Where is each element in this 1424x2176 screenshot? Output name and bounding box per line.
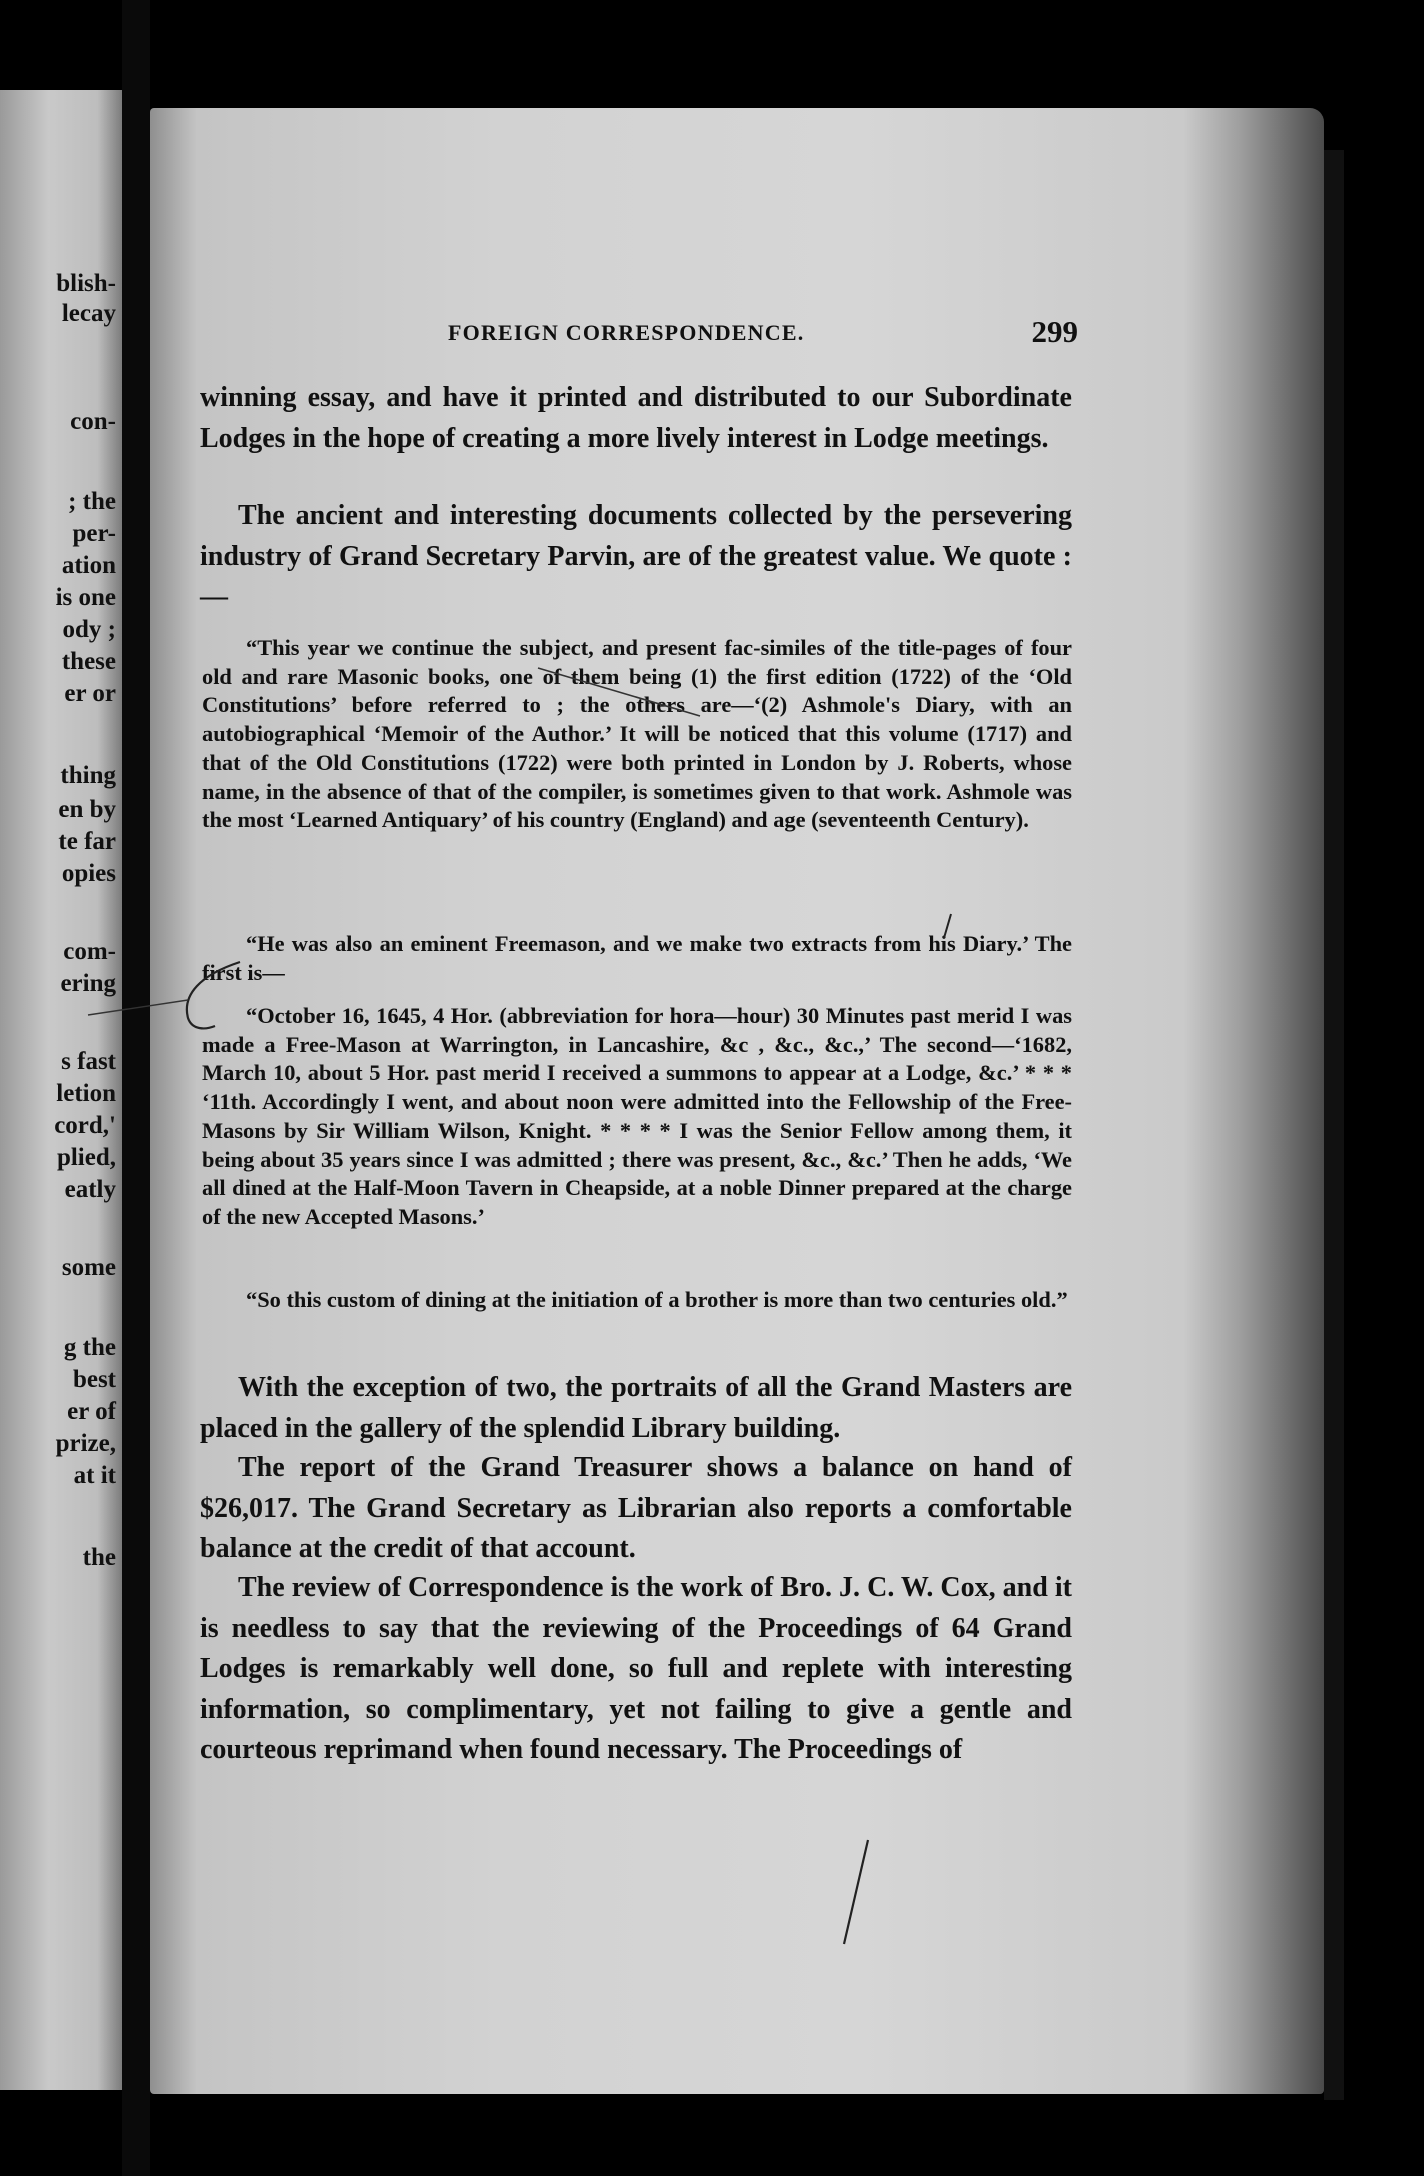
left-page-fragment-line: er or <box>64 680 116 707</box>
left-page-fragment-line: plied, <box>56 1144 116 1171</box>
page-number: 299 <box>1031 314 1078 349</box>
paragraph-treasurer-report: The report of the Grand Treasurer shows a balance on hand of $26,017. The Grand Secretary as Librarian also reports a comfortable balance at the credit of that account. <box>200 1452 1072 1564</box>
book-gutter <box>122 0 150 2176</box>
left-page-fragment-line: best <box>72 1366 116 1393</box>
paragraph-review-correspondence: The review of Correspondence is the work of Bro. J. C. W. Cox, and it is needless to say that the reviewing of the Proceedings of 64 Grand Lodges is remarkably well done, so full and replete with interesting information, so complimentary, yet not failing to give a gentle and courteous reprimand when found necessary. The Proceedings of <box>200 1572 1072 1765</box>
left-page-fragment-line: ; the <box>68 488 116 515</box>
left-page-fragment-line: the <box>82 1544 116 1571</box>
quote-paragraph-october-diary: “October 16, 1645, 4 Hor. (abbreviation for hora—hour) 30 Minutes past merid I was made a Free-Mason at Warrington, in Lancashire, &c , &c., &c.,’ The second—‘1682, March 10, about 5 Hor. past merid I received a summons to appear at a Lodge, &c.’ * * * ‘11th. Accordingly I went, and about noon were admitted into the Fellowship of the Free-Masons by Sir William Wilson, Knight. * * * * I was the Senior Fellow among them, it being about 35 years since I was admitted ; there was present, &c., &c.’ Then he adds, ‘We all dined at the Half-Moon Tavern in Cheapside, at a noble Dinner prepared at the charge of the new Accepted Masons.’ <box>202 1003 1072 1229</box>
left-page-text-fragments <box>0 90 122 2090</box>
left-page-fragment-line: thing <box>60 762 116 789</box>
left-page-fragment-line: blish- <box>56 270 116 297</box>
left-page-fragment-line: is one <box>55 584 116 611</box>
paragraph-portraits: With the exception of two, the portraits of all the Grand Masters are placed in the gallery of the splendid Library building. <box>200 1372 1072 1444</box>
left-page-fragment-line: these <box>61 648 116 675</box>
left-page-fragment-line: prize, <box>55 1430 116 1457</box>
left-page-fragment-line: ody ; <box>62 616 116 643</box>
paragraph-winning-essay: winning essay, and have it printed and distributed to our Subordinate Lodges in the hope of creating a more lively interest in Lodge meetings. <box>200 382 1072 454</box>
quote-paragraph-this-year: “This year we continue the subject, and present fac-similes of the title-pages of four old and rare Masonic books, one of them being (1) the first edition (1722) of the ‘Old Constitutions’ before referred to ; the others are—‘(2) Ashmole's Diary, with an autobiographical ‘Memoir of the Author.’ It will be noticed that this volume (1717) and that of the Old Constitutions (1722) were both printed in London by J. Roberts, whose name, in the absence of that of the compiler, is sometimes given to that work. Ashmole was the most ‘Learned Antiquary’ of his country (England) and age (seventeenth Century). <box>202 635 1072 833</box>
left-page-fragment-line: letion <box>56 1080 116 1107</box>
left-page-fragment <box>0 90 122 2090</box>
running-title: FOREIGN CORRESPONDENCE. <box>448 320 805 345</box>
left-page-fragment-line: eatly <box>64 1176 116 1203</box>
left-page-fragment-line: en by <box>58 796 116 823</box>
quote-paragraph-eminent-freemason: “He was also an eminent Freemason, and we make two extracts from his Diary.’ The first is— <box>202 931 1072 985</box>
left-page-fragment-line: lecay <box>61 300 116 327</box>
page-edge-shadow <box>1324 150 1344 2100</box>
left-page-fragment-line: ation <box>61 552 116 579</box>
left-page-fragment-line: er of <box>67 1398 116 1425</box>
left-page-fragment-line: opies <box>61 860 116 887</box>
left-page-fragment-line: te far <box>58 828 116 855</box>
paragraph-ancient-documents: The ancient and interesting documents collected by the persevering industry of Grand Secretary Parvin, are of the greatest value. We quote :— <box>200 500 1072 612</box>
left-page-fragment-line: per- <box>72 520 116 547</box>
left-page-fragment-line: con- <box>70 408 116 435</box>
quote-paragraph-dining-custom: “So this custom of dining at the initiation of a brother is more than two centuries old.” <box>246 1287 1068 1312</box>
left-page-fragment-line: at it <box>73 1462 116 1489</box>
left-page-fragment-line: g the <box>63 1334 116 1361</box>
left-page-fragment-line: com- <box>63 938 116 965</box>
left-page-fragment-line: cord,' <box>54 1112 116 1139</box>
left-page-fragment-line: ering <box>60 970 116 997</box>
running-head <box>448 314 1078 354</box>
left-page-fragment-line: some <box>61 1254 116 1281</box>
left-page-fragment-line: s fast <box>61 1048 116 1075</box>
